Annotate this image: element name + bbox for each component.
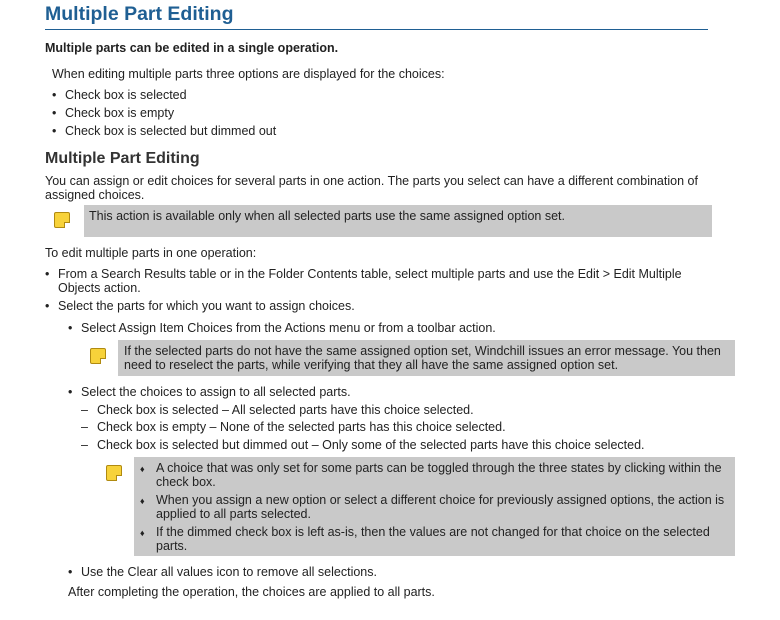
note-box <box>118 340 735 376</box>
list-item: • Select Assign Item Choices from the Actions menu or from a toolbar action. <box>68 321 496 335</box>
diamond-bullet-icon: ♦ <box>140 496 145 506</box>
note-icon <box>106 465 122 481</box>
note-text: This action is available only when all selected parts use the same assigned option set. <box>89 209 565 223</box>
section-paragraph: You can assign or edit choices for several parts in one action. The parts you select can have a different combination of assigned choices. <box>45 174 698 202</box>
bullet-icon: • <box>52 124 57 138</box>
list-item: • Check box is empty <box>52 106 175 120</box>
section-title: Multiple Part Editing <box>45 150 200 167</box>
lead-text: Multiple parts can be edited in a single operation. <box>45 41 339 55</box>
list-item: ♦ If the dimmed check box is left as-is, then the values are not changed for that choice on the selected parts. <box>140 525 710 553</box>
list-item: – Check box is selected but dimmed out – Only some of the selected parts have this choice selected. <box>81 438 645 452</box>
note-box <box>134 457 735 556</box>
list-item: • Select the parts for which you want to assign choices. <box>45 299 355 313</box>
bullet-icon: • <box>68 565 73 579</box>
list-item: ♦ When you assign a new option or select a different choice for previously assigned options, the action is applied to all parts selected. <box>140 493 725 521</box>
title-divider <box>45 29 708 30</box>
dash-icon: – <box>81 403 88 417</box>
list-item: ♦ A choice that was only set for some parts can be toggled through the three states by clicking within the check box. <box>140 461 722 489</box>
dash-icon: – <box>81 438 88 452</box>
closing-text: After completing the operation, the choices are applied to all parts. <box>68 585 435 599</box>
note-icon <box>54 212 70 228</box>
diamond-bullet-icon: ♦ <box>140 464 145 474</box>
list-item: • Select the choices to assign to all selected parts. <box>68 385 351 399</box>
note-box <box>84 205 712 237</box>
list-item: – Check box is empty – None of the selected parts has this choice selected. <box>81 420 506 434</box>
note-text: If the selected parts do not have the same assigned option set, Windchill issues an error message. You then need to reselect the parts, while verifying that they all have the same assigned option set. <box>124 344 721 372</box>
diamond-bullet-icon: ♦ <box>140 528 145 538</box>
page-title: Multiple Part Editing <box>45 3 234 25</box>
list-item: • Check box is selected <box>52 88 187 102</box>
note-icon <box>90 348 106 364</box>
bullet-icon: • <box>52 106 57 120</box>
steps-intro: To edit multiple parts in one operation: <box>45 246 257 260</box>
list-item: – Check box is selected – All selected parts have this choice selected. <box>81 403 474 417</box>
intro-text: When editing multiple parts three options are displayed for the choices: <box>52 67 445 81</box>
bullet-icon: • <box>68 385 73 399</box>
list-item: • Use the Clear all values icon to remove all selections. <box>68 565 377 579</box>
dash-icon: – <box>81 420 88 434</box>
bullet-icon: • <box>68 321 73 335</box>
list-item: • From a Search Results table or in the Folder Contents table, select multiple parts and use the Edit > Edit Multiple Objects action. <box>45 267 682 295</box>
bullet-icon: • <box>45 299 50 313</box>
bullet-icon: • <box>52 88 57 102</box>
list-item: • Check box is selected but dimmed out <box>52 124 277 138</box>
bullet-icon: • <box>45 267 50 281</box>
